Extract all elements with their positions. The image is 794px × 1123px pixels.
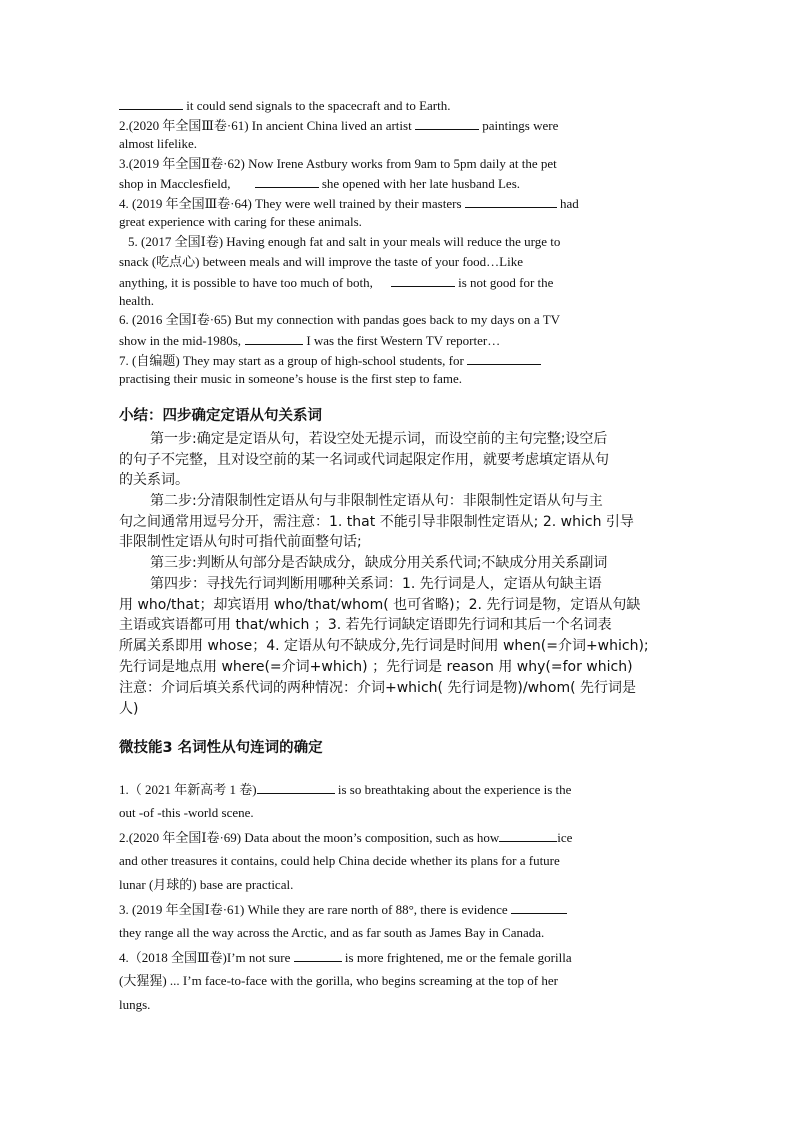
summary-line: 第二步:分清限制性定语从句与非限制性定语从句：非限制性定语从句与主 bbox=[150, 493, 603, 509]
summary-line: 所属关系即用 whose；4. 定语从句不缺成分,先行词是时间用 when(=介词+which); bbox=[119, 638, 649, 654]
summary-line: 人) bbox=[119, 701, 139, 717]
answer-blank[interactable] bbox=[257, 781, 335, 794]
summary-line: 句之间通常用逗号分开，需注意：1. that 不能引导非限制性定语从; 2. which 引导 bbox=[119, 514, 634, 530]
s3-q4-line-3: lungs. bbox=[119, 997, 151, 1012]
q6-line-1: 6. (2016 全国Ⅰ卷·65) But my connection with pandas goes back to my days on a TV bbox=[119, 312, 561, 327]
answer-blank[interactable] bbox=[255, 175, 319, 188]
q1-continued-line: it could send signals to the spacecraft and to Earth. bbox=[119, 97, 451, 114]
q6-line-2: show in the mid-1980s, I was the first Western TV reporter… bbox=[119, 333, 501, 348]
summary-title: 小结：四步确定定语从句关系词 bbox=[119, 408, 322, 424]
summary-line: 的句子不完整，且对设空前的某一名词或代词起限定作用，就要考虑填定语从句 bbox=[119, 452, 609, 468]
answer-blank[interactable] bbox=[511, 901, 567, 914]
s3-q1-line-1: 1.（ 2021 年新高考 1 卷) is so breathtaking about the experience is the bbox=[119, 782, 572, 797]
s3-q2-line-3: lunar (月球的) base are practical. bbox=[119, 877, 294, 892]
summary-line: 非限制性定语从句时可指代前面整句话; bbox=[119, 534, 362, 550]
summary-line: 的关系词。 bbox=[119, 472, 189, 488]
summary-line: 主语或宾语都可用 that/which ；3. 若先行词缺定语即先行词和其后一个名词表 bbox=[119, 617, 612, 633]
s3-q3-line-1: 3. (2019 年全国Ⅰ卷·61) While they are rare north of 88°, there is evidence bbox=[119, 901, 567, 918]
q5-line-4: health. bbox=[119, 293, 155, 308]
section3-title: 微技能3 名词性从句连词的确定 bbox=[119, 740, 323, 756]
answer-blank[interactable] bbox=[465, 195, 557, 208]
q4-line-1: 4. (2019 年全国Ⅲ卷·64) They were well trained by their masters had bbox=[119, 196, 579, 211]
summary-line: 第三步:判断从句部分是否缺成分，缺成分用关系代词;不缺成分用关系副词 bbox=[150, 555, 608, 571]
s3-q4-line-1: 4.（2018 全国Ⅲ卷)I’m not sure is more frightened, me or the female gorilla bbox=[119, 950, 572, 965]
s3-q4-line-2: (大猩猩) ... I’m face-to-face with the gorilla, who begins screaming at the top of her bbox=[119, 973, 558, 988]
q5-line-1: 5. (2017 全国Ⅰ卷) Having enough fat and salt in your meals will reduce the urge to bbox=[128, 234, 561, 249]
summary-line: 注意：介词后填关系代词的两种情况：介词+which( 先行词是物)/whom( 先行词是 bbox=[119, 680, 637, 696]
answer-blank[interactable] bbox=[245, 332, 303, 345]
summary-line: 用 who/that；却宾语用 who/that/whom( 也可省略)；2. 先行词是物，定语从句缺 bbox=[119, 597, 641, 613]
s3-q1-line-2: out -of -this -world scene. bbox=[119, 805, 254, 820]
answer-blank[interactable] bbox=[415, 117, 479, 130]
q4-line-2: great experience with caring for these animals. bbox=[119, 214, 362, 229]
q5-line-2: snack (吃点心) between meals and will improve the taste of your food…Like bbox=[119, 254, 523, 269]
s3-q2-line-1: 2.(2020 年全国Ⅰ卷·69) Data about the moon’s composition, such as how ice bbox=[119, 830, 573, 845]
q3-line-1: 3.(2019 年全国Ⅱ卷·62) Now Irene Astbury works from 9am to 5pm daily at the pet bbox=[119, 156, 557, 171]
answer-blank[interactable] bbox=[119, 97, 183, 110]
q2-line-1: 2.(2020 年全国Ⅲ卷·61) In ancient China lived an artist paintings were bbox=[119, 118, 559, 133]
answer-blank[interactable] bbox=[467, 352, 541, 365]
q7-line-2: practising their music in someone’s house is the first step to fame. bbox=[119, 371, 462, 386]
q3-line-2: shop in Macclesfield, she opened with her late husband Les. bbox=[119, 176, 521, 191]
answer-blank[interactable] bbox=[499, 829, 557, 842]
q2-line-2: almost lifelike. bbox=[119, 136, 197, 151]
q7-line-1: 7. (自编题) They may start as a group of high-school students, for bbox=[119, 352, 541, 369]
summary-line: 先行词是地点用 where(=介词+which) ；先行词是 reason 用 why(=for which) bbox=[119, 659, 633, 675]
answer-blank[interactable] bbox=[294, 949, 342, 962]
summary-line: 第一步:确定是定语从句，若设空处无提示词，而设空前的主句完整;设空后 bbox=[150, 431, 608, 447]
s3-q3-line-2: they range all the way across the Arctic, and as far south as James Bay in Canada. bbox=[119, 925, 545, 940]
answer-blank[interactable] bbox=[391, 274, 455, 287]
summary-line: 第四步：寻找先行词判断用哪种关系词：1. 先行词是人，定语从句缺主语 bbox=[150, 576, 602, 592]
q5-line-3: anything, it is possible to have too much of both, is not good for the bbox=[119, 275, 554, 290]
s3-q2-line-2: and other treasures it contains, could help China decide whether its plans for a future bbox=[119, 853, 560, 868]
